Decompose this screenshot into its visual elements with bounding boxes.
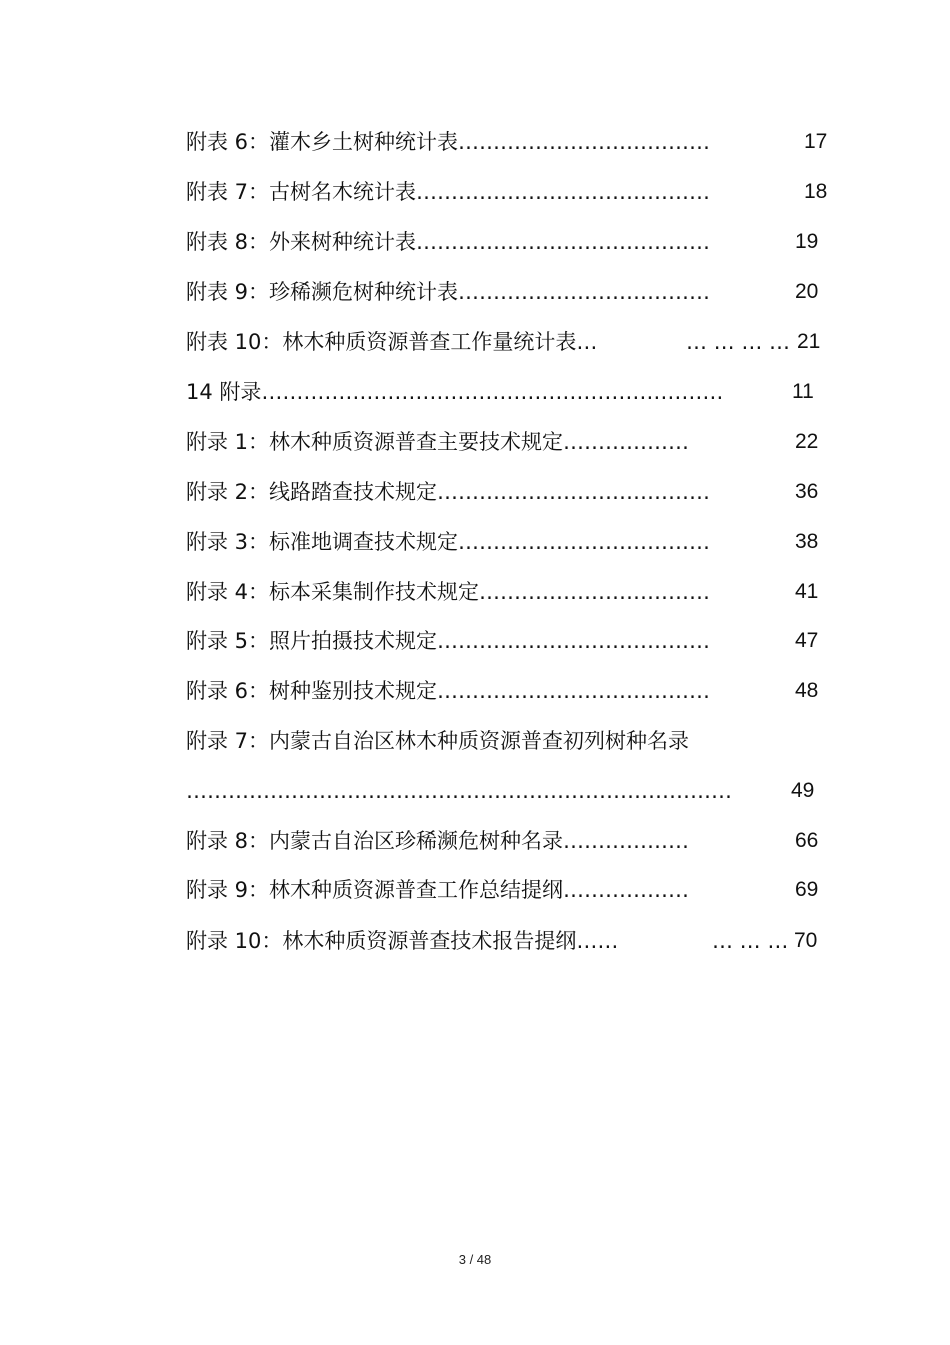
toc-entry-page: 20 (795, 280, 819, 303)
toc-entry-page: 17 (804, 130, 828, 153)
toc-entry (186, 477, 710, 507)
toc-entry (186, 726, 689, 756)
toc-entry (186, 577, 710, 607)
toc-entry-page: 11 (792, 380, 814, 403)
toc-entry-title: 附录 2：线路踏查技术规定 (186, 480, 438, 504)
toc-entry-leader: ……………………………… (458, 130, 711, 154)
toc-entry-leader: ……………………………… (458, 530, 711, 554)
page-number-footer: 3 / 48 (458, 1252, 492, 1267)
toc-entry-page: 41 (795, 580, 819, 603)
toc-entry-leader-extra: … … … (712, 929, 789, 953)
toc-entry (186, 327, 597, 357)
toc-entry-title: 附录 5：照片拍摄技术规定 (186, 629, 438, 653)
toc-entry-leader: ………………………………… (437, 629, 711, 653)
toc-entry-leader: ………………………………………………………… (261, 380, 724, 404)
toc-entry-page: 36 (795, 480, 819, 503)
toc-entry-leader: ……………… (563, 878, 690, 902)
toc-entry-page: 21 (797, 330, 821, 353)
toc-entry-leader: …… (576, 929, 619, 953)
toc-entry (186, 676, 710, 706)
toc-entry-page: 70 (794, 929, 818, 952)
toc-entry-title: 附表 9：珍稀濒危树种统计表 (186, 280, 459, 304)
toc-entry (186, 177, 710, 207)
toc-entry (186, 227, 710, 257)
toc-entry (186, 377, 723, 407)
toc-entry-title: 附录 3：标准地调查技术规定 (186, 530, 459, 554)
toc-entry-page: 22 (795, 430, 819, 453)
toc-entry-leader: ………………………………… (437, 480, 711, 504)
toc-entry-page: 47 (795, 629, 819, 652)
toc-entry-title: 附录 6：树种鉴别技术规定 (186, 679, 438, 703)
toc-entry-title: 附录 8：内蒙古自治区珍稀濒危树种名录 (186, 829, 564, 853)
toc-entry-title: 附表 8：外来树种统计表 (186, 230, 417, 254)
toc-entry (186, 527, 710, 557)
toc-entry-page: 49 (791, 779, 815, 802)
toc-entry-title: 附表 10：林木种质资源普查工作量统计表 (186, 330, 577, 354)
toc-entry-title: 附录 10：林木种质资源普查技术报告提纲 (186, 929, 577, 953)
toc-entry (186, 626, 710, 656)
toc-entry (186, 926, 618, 956)
toc-entry-page: 38 (795, 530, 819, 553)
toc-entry-leader-extra: … … … … (686, 330, 791, 354)
toc-entry-title: 附表 7：古树名木统计表 (186, 180, 417, 204)
toc-entry-leader: …………………………………………………………………… (186, 779, 732, 803)
toc-entry (186, 427, 689, 457)
toc-entry-leader: ……………………………… (458, 280, 711, 304)
toc-entry-leader: ………………………………… (437, 679, 711, 703)
toc-entry-leader: … (576, 330, 598, 354)
toc-entry (186, 826, 689, 856)
toc-entry-leader: …………………………… (479, 580, 711, 604)
toc-entry-title: 附录 1：林木种质资源普查主要技术规定 (186, 430, 564, 454)
toc-entry (186, 127, 710, 157)
toc-entry-page: 48 (795, 679, 819, 702)
toc-entry-title: 附表 6：灌木乡土树种统计表 (186, 130, 459, 154)
toc-entry-page: 66 (795, 829, 819, 852)
toc-entry-title: 14 附录 (186, 380, 262, 404)
toc-entry (186, 277, 710, 307)
toc-entry-continuation (186, 776, 732, 806)
toc-entry-title: 附录 9：林木种质资源普查工作总结提纲 (186, 878, 564, 902)
toc-entry-leader: ……………… (563, 829, 690, 853)
toc-entry-page: 19 (795, 230, 819, 253)
toc-entry-page: 18 (804, 180, 828, 203)
toc-entry-title: 附录 7：内蒙古自治区林木种质资源普查初列树种名录 (186, 729, 690, 753)
toc-entry-title: 附录 4：标本采集制作技术规定 (186, 580, 480, 604)
toc-entry-leader: …………………………………… (416, 230, 711, 254)
toc-entry (186, 875, 689, 905)
toc-entry-leader: ……………… (563, 430, 690, 454)
toc-entry-leader: …………………………………… (416, 180, 711, 204)
toc-entry-page: 69 (795, 878, 819, 901)
